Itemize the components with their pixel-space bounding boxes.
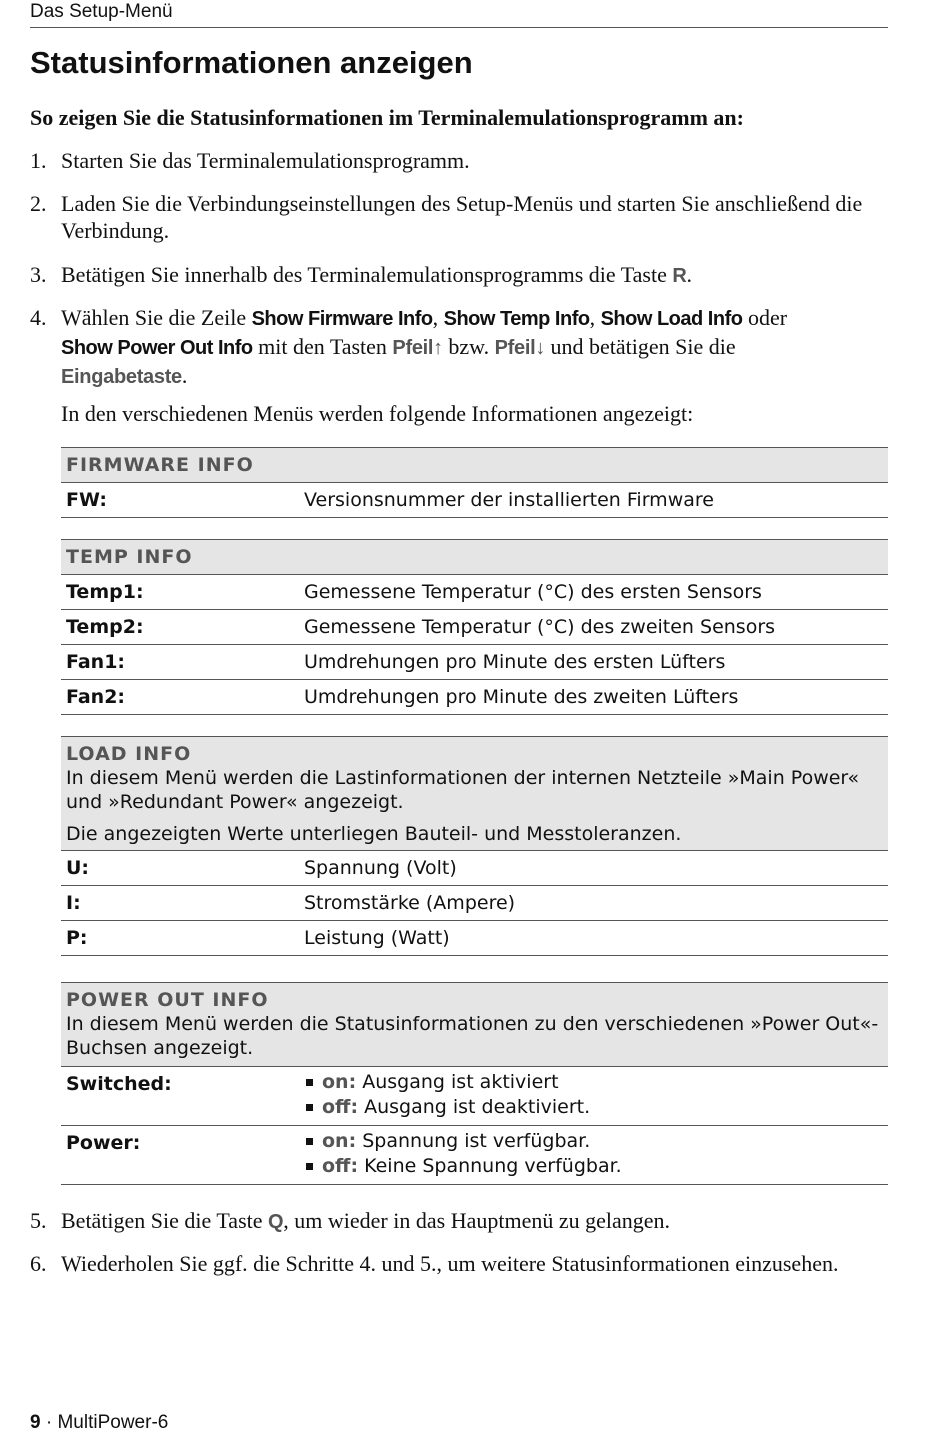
row-value: Gemessene Temperatur (°C) des zweiten Sensors bbox=[299, 610, 888, 645]
table-row bbox=[61, 610, 888, 645]
step-text: Starten Sie das Terminalemulationsprogramm. bbox=[61, 148, 470, 173]
step-number: 3. bbox=[30, 262, 47, 287]
power-out-info-description: In diesem Menü werden die Statusinformationen zu den verschiedenen »Power Out«-Buchsen angezeigt. bbox=[66, 1013, 879, 1059]
table-row bbox=[61, 680, 888, 715]
firmware-info-table bbox=[61, 447, 888, 518]
row-value: Versionsnummer der installierten Firmware bbox=[299, 483, 888, 518]
table-row bbox=[61, 645, 888, 680]
row-value: Spannung (Volt) bbox=[299, 851, 888, 886]
step-text: Betätigen Sie innerhalb des Terminalemulationsprogramms die Taste R. bbox=[61, 262, 693, 287]
table-row bbox=[61, 886, 888, 921]
load-info-table bbox=[61, 736, 888, 956]
step-2 bbox=[30, 190, 890, 244]
list-item: on: Spannung ist verfügbar. bbox=[304, 1129, 888, 1154]
table-row bbox=[61, 921, 888, 956]
table-row bbox=[61, 851, 888, 886]
power-out-info-heading: POWER OUT INFO bbox=[66, 989, 269, 1011]
step-number: 1. bbox=[30, 148, 47, 173]
row-value: Umdrehungen pro Minute des ersten Lüfters bbox=[299, 645, 888, 680]
step-number: 4. bbox=[30, 305, 47, 330]
row-key: Switched: bbox=[61, 1067, 299, 1126]
table-header-row bbox=[61, 983, 888, 1067]
row-value: Stromstärke (Ampere) bbox=[299, 886, 888, 921]
step-4 bbox=[30, 304, 890, 391]
row-key: Power: bbox=[61, 1126, 299, 1185]
row-value: Gemessene Temperatur (°C) des ersten Sensors bbox=[299, 575, 888, 610]
row-value: Leistung (Watt) bbox=[299, 921, 888, 956]
page-title: Statusinformationen anzeigen bbox=[30, 45, 473, 80]
step-6 bbox=[30, 1250, 890, 1277]
table-header-row bbox=[61, 448, 888, 483]
section-title: Das Setup-Menü bbox=[30, 1, 173, 22]
step-5 bbox=[30, 1207, 890, 1236]
running-header bbox=[30, 0, 888, 28]
key-r: R bbox=[672, 265, 687, 287]
key-arrow-up: Pfeil↑ bbox=[392, 337, 443, 359]
step-text: Betätigen Sie die Taste Q, um wieder in das Hauptmenü zu gelangen. bbox=[61, 1208, 670, 1233]
product-name: MultiPower-6 bbox=[57, 1412, 169, 1433]
temp-info-table bbox=[61, 539, 888, 715]
row-value: Umdrehungen pro Minute des zweiten Lüfters bbox=[299, 680, 888, 715]
table-row bbox=[61, 1126, 888, 1185]
step-number: 2. bbox=[30, 191, 47, 216]
step-text: Wiederholen Sie ggf. die Schritte 4. und 5., um weitere Statusinformationen einzusehen. bbox=[61, 1251, 839, 1276]
load-info-description: In diesem Menü werden die Lastinformationen der internen Netzteile »Main Power« und »Redundant Power« angezeigt. bbox=[66, 767, 860, 813]
key-enter: Eingabetaste bbox=[61, 366, 182, 388]
menu-show-load-info: Show Load Info bbox=[600, 308, 743, 330]
row-value bbox=[299, 1126, 888, 1185]
row-key: P: bbox=[61, 921, 299, 956]
load-info-tolerance-note: Die angezeigten Werte unterliegen Bauteil- und Messtoleranzen. bbox=[66, 823, 682, 845]
list-item: on: Ausgang ist aktiviert bbox=[304, 1070, 888, 1095]
step-number: 5. bbox=[30, 1208, 47, 1233]
row-key: FW: bbox=[61, 483, 299, 518]
step-text: Wählen Sie die Zeile Show Firmware Info, Show Temp Info, Show Load Info oder Show Power Out Info mit den Tasten Pfeil↑ bzw. Pfeil↓ und betätigen Sie die Eingabetaste. bbox=[61, 305, 788, 388]
table-row bbox=[61, 483, 888, 518]
footer-separator: · bbox=[40, 1412, 58, 1433]
menu-show-firmware-info: Show Firmware Info bbox=[251, 308, 433, 330]
intro-heading: So zeigen Sie die Statusinformationen im Terminalemulationsprogramm an: bbox=[30, 105, 744, 130]
table-header-row bbox=[61, 737, 888, 851]
menu-show-power-out-info: Show Power Out Info bbox=[61, 337, 253, 359]
list-item: off: Ausgang ist deaktiviert. bbox=[304, 1095, 888, 1120]
row-key: U: bbox=[61, 851, 299, 886]
key-q: Q bbox=[268, 1211, 284, 1233]
step-1 bbox=[30, 147, 890, 174]
table-header-row bbox=[61, 540, 888, 575]
menu-show-temp-info: Show Temp Info bbox=[443, 308, 590, 330]
row-key: Fan1: bbox=[61, 645, 299, 680]
page-footer bbox=[30, 1411, 168, 1435]
row-key: Temp1: bbox=[61, 575, 299, 610]
table-row bbox=[61, 575, 888, 610]
table-row bbox=[61, 1067, 888, 1126]
row-value bbox=[299, 1067, 888, 1126]
row-key: I: bbox=[61, 886, 299, 921]
info-intro: In den verschiedenen Menüs werden folgende Informationen angezeigt: bbox=[61, 401, 694, 426]
power-out-info-table bbox=[61, 982, 888, 1185]
row-key: Fan2: bbox=[61, 680, 299, 715]
list-item: off: Keine Spannung verfügbar. bbox=[304, 1154, 888, 1179]
step-number: 6. bbox=[30, 1251, 47, 1276]
row-key: Temp2: bbox=[61, 610, 299, 645]
key-arrow-down: Pfeil↓ bbox=[494, 337, 546, 359]
page-number: 9 bbox=[30, 1412, 41, 1433]
load-info-heading: LOAD INFO bbox=[66, 743, 192, 765]
temp-info-heading: TEMP INFO bbox=[66, 546, 193, 568]
firmware-info-heading: FIRMWARE INFO bbox=[66, 454, 254, 476]
step-3 bbox=[30, 261, 890, 290]
step-text: Laden Sie die Verbindungseinstellungen des Setup-Menüs und starten Sie anschließend die Verbindung. bbox=[61, 191, 863, 243]
